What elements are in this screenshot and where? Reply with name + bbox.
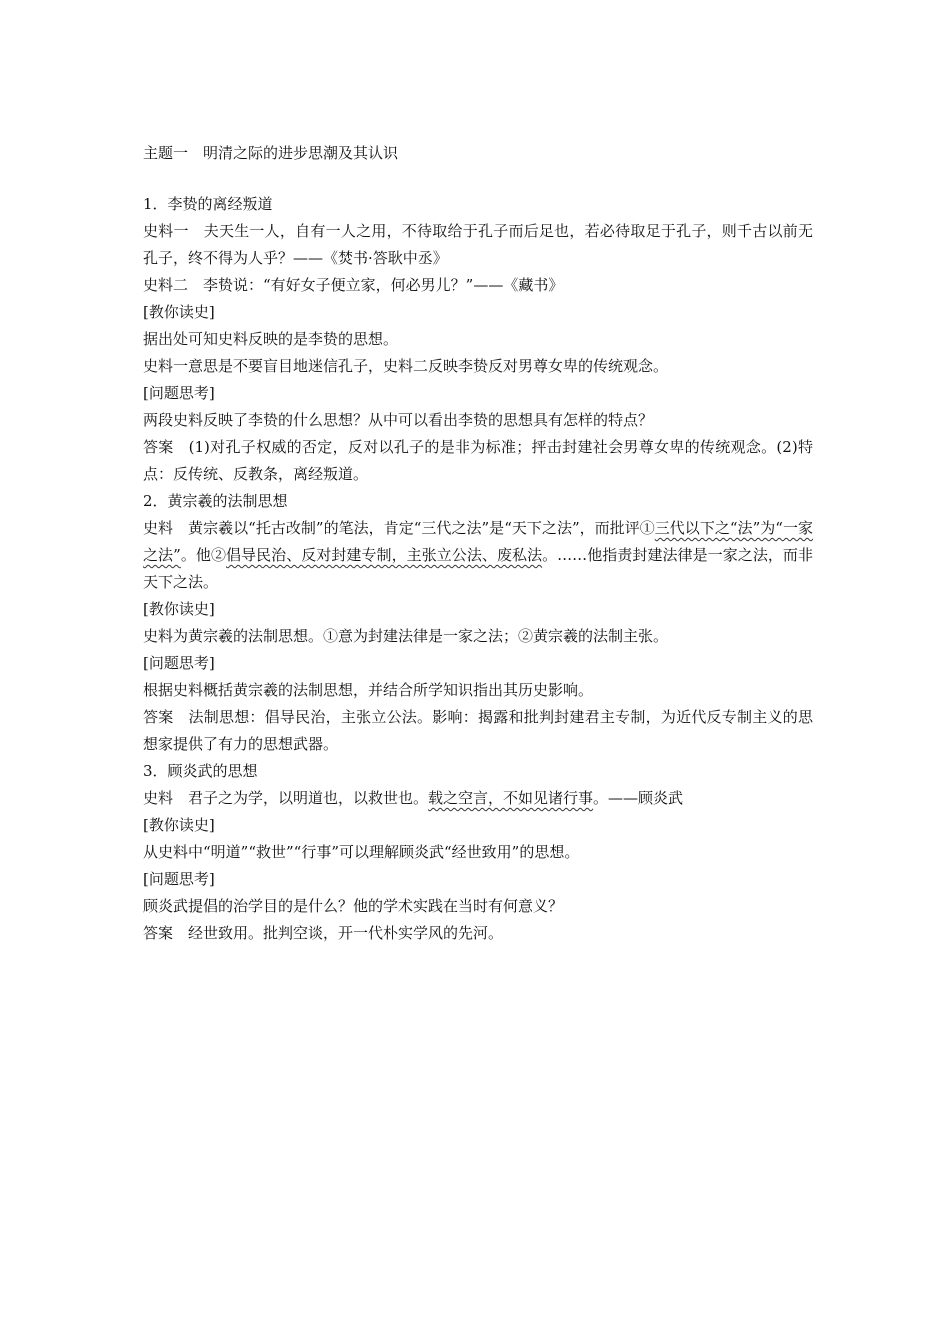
s3-material-text-b: 。——顾炎武 xyxy=(593,789,684,807)
section-2-heading: 2．黄宗羲的法制思想 xyxy=(143,492,288,510)
s3-underlined-phrase-1: 载之空言，不如见诸行事 xyxy=(428,789,594,807)
s2-question: 根据史料概括黄宗羲的法制思想，并结合所学知识指出其历史影响。 xyxy=(143,681,594,699)
s2-material-label: 史料 xyxy=(143,519,174,537)
s3-material-label: 史料 xyxy=(143,789,174,807)
s1-answer xyxy=(143,434,813,488)
s1-read-label: [教你读史] xyxy=(143,303,215,321)
s3-answer-text: 经世致用。批判空谈，开一代朴实学风的先河。 xyxy=(188,924,504,942)
s1-material-1 xyxy=(143,218,813,272)
s1-material-2-label: 史料二 xyxy=(143,276,189,294)
s3-question: 顾炎武提倡的治学目的是什么？他的学术实践在当时有何意义？ xyxy=(143,897,564,915)
s1-material-2-text: 李贽说：“有好女子便立家，何必男儿？”——《藏书》 xyxy=(203,276,564,294)
s1-question: 两段史料反映了李贽的什么思想？从中可以看出李贽的思想具有怎样的特点？ xyxy=(143,411,654,429)
s1-material-1-label: 史料一 xyxy=(143,222,189,240)
s3-material-text-a: 君子之为学，以明道也，以救世也。 xyxy=(188,789,429,807)
s3-answer-label: 答案 xyxy=(143,924,174,942)
s1-think-label: [问题思考] xyxy=(143,384,215,402)
topic-title: 主题一 明清之际的进步思潮及其认识 xyxy=(143,144,399,162)
s1-read-text-2: 史料一意思是不要盲目地迷信孔子，史料二反映李贽反对男尊女卑的传统观念。 xyxy=(143,357,669,375)
s2-answer-label: 答案 xyxy=(143,708,174,726)
s1-read-text-1: 据出处可知史料反映的是李贽的思想。 xyxy=(143,330,399,348)
s3-think-label: [问题思考] xyxy=(143,870,215,888)
s2-read-label: [教你读史] xyxy=(143,600,215,618)
s1-answer-text: (1)对孔子权威的否定，反对以孔子的是非为标准；抨击封建社会男尊女卑的传统观念。(2)特点：反传统、反教条，离经叛道。 xyxy=(143,438,813,483)
s3-material xyxy=(143,785,813,812)
s2-read-text-1: 史料为黄宗羲的法制思想。①意为封建法律是一家之法；②黄宗羲的法制主张。 xyxy=(143,627,669,645)
s2-underlined-phrase-1: 三代以下之“法”为“一家之法” xyxy=(143,519,813,564)
section-1-heading: 1．李贽的离经叛道 xyxy=(143,195,273,213)
section-3-heading: 3．顾炎武的思想 xyxy=(143,762,258,780)
s3-answer xyxy=(143,920,813,947)
s2-material xyxy=(143,515,813,596)
document-page xyxy=(143,140,813,947)
s1-material-1-text: 夫天生一人，自有一人之用，不待取给于孔子而后足也，若必待取足于孔子，则千古以前无孔子，终不得为人乎？——《焚书·答耿中丞》 xyxy=(143,222,813,267)
s2-answer-text: 法制思想：倡导民治，主张立公法。影响：揭露和批判封建君主专制，为近代反专制主义的思想家提供了有力的思想武器。 xyxy=(143,708,813,753)
s3-read-text-1: 从史料中“明道”“救世”“行事”可以理解顾炎武“经世致用”的思想。 xyxy=(143,843,580,861)
s2-answer xyxy=(143,704,813,758)
s2-think-label: [问题思考] xyxy=(143,654,215,672)
s2-material-text-c: 。……他指责封建法律是一家之法，而非天下之法。 xyxy=(143,546,813,591)
s3-read-label: [教你读史] xyxy=(143,816,215,834)
s1-answer-label: 答案 xyxy=(143,438,174,456)
s2-material-text-a: 黄宗羲以“托古改制”的笔法，肯定“三代之法”是“天下之法”，而批评① xyxy=(188,519,655,537)
s2-material-text-b: 。他② xyxy=(180,546,226,564)
s2-underlined-phrase-2: 倡导民治、反对封建专制，主张立公法、废私法 xyxy=(226,546,543,564)
s1-material-2 xyxy=(143,272,813,299)
